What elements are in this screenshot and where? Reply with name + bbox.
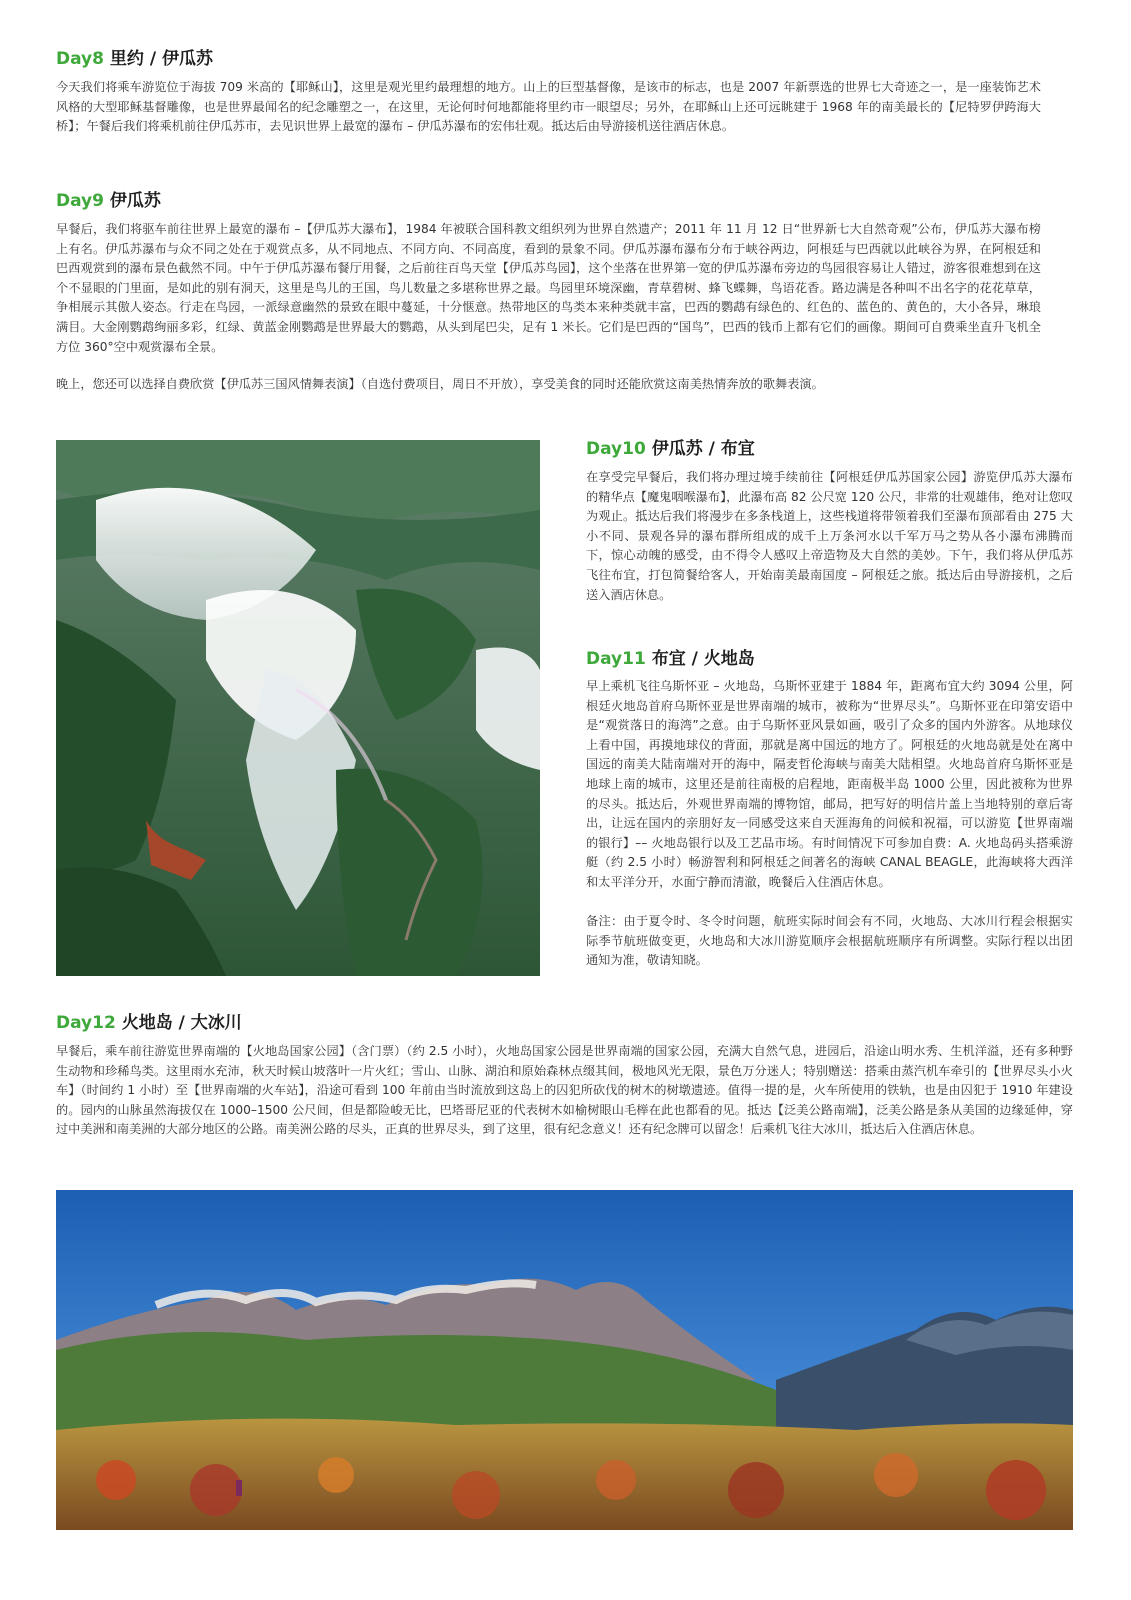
day11-number: Day11 <box>586 649 646 669</box>
day11-title <box>586 648 755 670</box>
day12-paragraph: 早餐后，乘车前往游览世界南端的【火地岛国家公园】（含门票）（约 2.5 小时），火地岛国家公园是世界南端的国家公园，充满大自然气息，进园后，沿途山明水秀、生机洋溢，还有多种野生动物和珍稀鸟类。这里雨水充沛，秋天时候山坡落叶一片火红；雪山、山脉、湖泊和原始森林点缀其间，极地风光无限，景色万分迷人；特别赠送：搭乘由蒸汽机车牵引的【世界尽头小火车】（时间约 1 小时）至【世界南端的火车站】，沿途可看到 100 年前由当时流放到这岛上的囚犯所砍伐的树木的树墩遗迹。值得一提的是，火车所使用的铁轨，也是由囚犯于 1910 年建设的。园内的山脉虽然海拔仅在 1000–1500 公尺间，但是都险峻无比，巴塔哥尼亚的代表树木如榆树眼山毛榉在此也都看的见。抵达【泛美公路南端】，泛美公路是条从美国的边缘延伸，穿过中美洲和南美洲的大部分地区的公路。南美洲公路的尽头，正真的世界尽头，到了这里，很有纪念意义！还有纪念牌可以留念！后乘机飞往大冰川，抵达后入住酒店休息。 <box>56 1044 1073 1137</box>
day8-place: 里约 / 伊瓜苏 <box>103 49 213 69</box>
tierra-del-fuego-illustration <box>56 1190 1073 1530</box>
hiker-figure <box>236 1480 242 1496</box>
day12-place: 火地岛 / 大冰川 <box>115 1013 242 1033</box>
day9-place: 伊瓜苏 <box>103 191 161 211</box>
iguazu-falls-illustration <box>56 440 540 976</box>
day9-number: Day9 <box>56 191 104 211</box>
tierra-del-fuego-photo <box>56 1190 1073 1530</box>
day10-title <box>586 438 755 460</box>
day12-title <box>56 1012 242 1034</box>
day10-number: Day10 <box>586 439 646 459</box>
day10-place: 伊瓜苏 / 布宜 <box>645 439 755 459</box>
day9-paragraph-evening: 晚上，您还可以选择自费欣赏【伊瓜苏三国风情舞表演】（自选付费项目，周日不开放），享受美食的同时还能欣赏这南美热情奔放的歌舞表演。 <box>56 377 824 391</box>
day12-number: Day12 <box>56 1013 116 1033</box>
day11-paragraph: 早上乘机飞往乌斯怀亚 – 火地岛，乌斯怀亚建于 1884 年，距离布宜大约 3094 公里，阿根廷火地岛首府乌斯怀亚是世界南端的城市，被称为“世界尽头”。乌斯怀亚在印第安语中是“观赏落日的海湾”之意。由于乌斯怀亚风景如画，吸引了众多的国内外游客。从地球仪上看中国，再摸地球仪的背面，那就是离中国远的地方了。阿根廷的火地岛就是处在离中国远的南美大陆南端对开的海中，隔麦哲伦海峡与南美大陆相望。火地岛首府乌斯怀亚是地球上南的城市，这里还是前往南极的启程地，距南极半岛 1000 公里，因此被称为世界的尽头。抵达后，外观世界南端的博物馆，邮局，把写好的明信片盖上当地特别的章后寄出，让远在国内的亲朋好友一同感受这来自天涯海角的问候和祝福，可以游览【世界南端的银行】–– 火地岛银行以及工艺品市场。有时间情况下可参加自费：A. 火地岛码头搭乘游艇（约 2.5 小时）畅游智利和阿根廷之间著名的海峡 CANAL BEAGLE，此海峡将大西洋和太平洋分开，水面宁静而清澈，晚餐后入住酒店休息。 <box>586 679 1073 889</box>
iguazu-falls-photo <box>56 440 540 976</box>
day8-paragraph: 今天我们将乘车游览位于海拔 709 米高的【耶稣山】，这里是观光里约最理想的地方。山上的巨型基督像，是该市的标志，也是 2007 年新票选的世界七大奇迹之一，是一座装饰艺术风格的大型耶稣基督雕像，也是世界最闻名的纪念雕塑之一，在这里，无论何时何地都能将里约市一眼望尽；另外，在耶稣山上还可远眺建于 1968 年的南美最长的【尼特罗伊跨海大桥】；午餐后我们将乘机前往伊瓜苏市，去见识世界上最宽的瀑布 – 伊瓜苏瀑布的宏伟壮观。抵达后由导游接机送往酒店休息。 <box>56 80 1041 134</box>
day9-title <box>56 190 161 212</box>
day11-note: 备注：由于夏令时、冬令时问题，航班实际时间会有不同，火地岛、大冰川行程会根据实际季节航班做变更，火地岛和大冰川游览顺序会根据航班顺序有所调整。实际行程以出团通知为准，敬请知晓。 <box>586 914 1073 968</box>
day11-place: 布宜 / 火地岛 <box>645 649 755 669</box>
day10-paragraph: 在享受完早餐后，我们将办理过境手续前往【阿根廷伊瓜苏国家公园】游览伊瓜苏大瀑布的精华点【魔鬼咽喉瀑布】，此瀑布高 82 公尺宽 120 公尺，非常的壮观雄伟，绝对让您叹为观止。抵达后我们将漫步在多条栈道上，这些栈道将带领着我们至瀑布顶部看由 275 大小不同、景观各异的瀑布群所组成的成千上万条河水以千军万马之势从各小瀑布沸腾而下，惊心动魄的感受，由不得令人感叹上帝造物及大自然的美妙。下午，我们将从伊瓜苏飞往布宜，打包简餐给客人，开始南美最南国度 – 阿根廷之旅。抵达后由导游接机，之后送入酒店休息。 <box>586 470 1073 602</box>
day8-title <box>56 48 213 70</box>
day8-number: Day8 <box>56 49 104 69</box>
day9-paragraph: 早餐后，我们将驱车前往世界上最宽的瀑布 –【伊瓜苏大瀑布】，1984 年被联合国科教文组织列为世界自然遗产；2011 年 11 月 12 日“世界新七大自然奇观”公布，伊瓜苏大瀑布榜上有名。伊瓜苏瀑布与众不同之处在于观赏点多，从不同地点、不同方向、不同高度，看到的景象不同。伊瓜苏瀑布瀑布分布于峡谷两边，阿根廷与巴西就以此峡谷为界，在阿根廷和巴西观赏到的瀑布景色截然不同。中午于伊瓜苏瀑布餐厅用餐，之后前往百鸟天堂【伊瓜苏鸟园】，这个坐落在世界第一宽的伊瓜苏瀑布旁边的鸟园很容易让人错过，游客很难想到在这个不显眼的门里面，是如此的别有洞天，这里是鸟儿的王国，鸟儿数量之多堪称世界之最。鸟园里环境深幽，青草碧树、蜂飞蝶舞，鸟语花香。路边满是各种叫不出名字的花花草草，争相展示其傲人姿态。行走在鸟园，一派绿意幽然的景致在眼中蔓延，十分惬意。热带地区的鸟类本来种类就丰富，巴西的鹦鹉有绿色的、红色的、蓝色的、黄色的，大小各异，琳琅满目。大金刚鹦鹉绚丽多彩，红绿、黄蓝金刚鹦鹉是世界最大的鹦鹉，从头到尾巴尖，足有 1 米长。它们是巴西的“国鸟”，巴西的钱币上都有它们的画像。期间可自费乘坐直升飞机全方位 360°空中观赏瀑布全景。 <box>56 222 1041 354</box>
